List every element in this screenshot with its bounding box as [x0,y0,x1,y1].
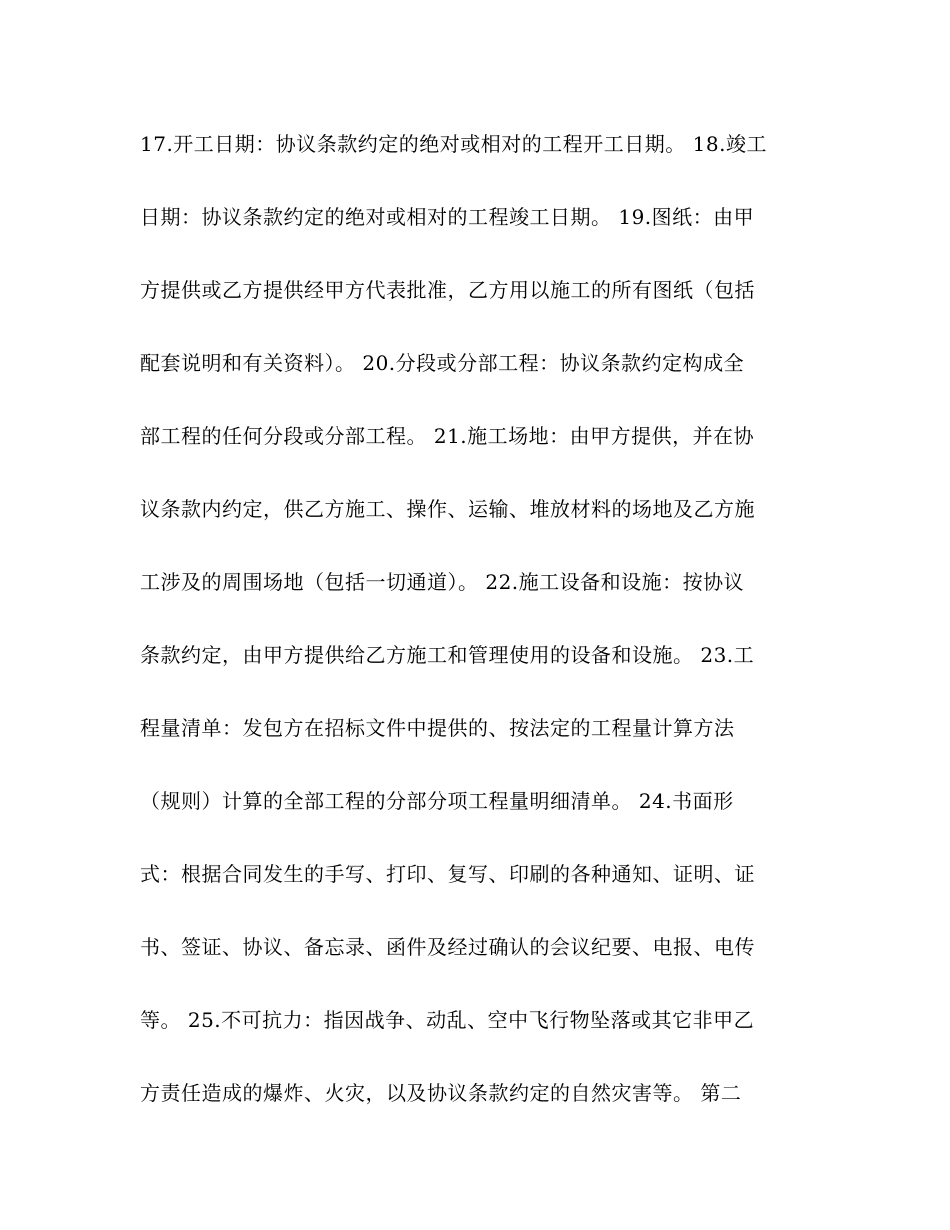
text-line: 式：根据合同发生的手写、打印、复写、印刷的各种通知、证明、证 [140,862,755,886]
text-line: 日期：协议条款约定的绝对或相对的工程竣工日期。 19.图纸：由甲 [140,205,755,229]
text-line: 条款约定，由甲方提供给乙方施工和管理使用的设备和设施。 23.工 [140,643,755,667]
text-line: 书、签证、协议、备忘录、函件及经过确认的会议纪要、电报、电传 [140,935,755,959]
text-line: 等。 25.不可抗力：指因战争、动乱、空中飞行物坠落或其它非甲乙 [140,1008,755,1032]
text-line: 方责任造成的爆炸、火灾，以及协议条款约定的自然灾害等。 第二 [140,1081,742,1105]
text-line: 程量清单：发包方在招标文件中提供的、按法定的工程量计算方法 [140,716,735,740]
text-line: 议条款内约定，供乙方施工、操作、运输、堆放材料的场地及乙方施 [140,497,755,521]
text-line: 配套说明和有关资料）。 20.分段或分部工程：协议条款约定构成全 [140,351,745,375]
text-line: 部工程的任何分段或分部工程。 21.施工场地：由甲方提供，并在协 [140,424,755,448]
text-line: 17.开工日期：协议条款约定的绝对或相对的工程开工日期。 18.竣工 [140,132,767,156]
text-line: 方提供或乙方提供经甲方代表批准，乙方用以施工的所有图纸（包括 [140,278,755,302]
body-text [140,124,810,1146]
text-line: （规则）计算的全部工程的分部分项工程量明细清单。 24.书面形 [140,789,734,813]
text-line: 工涉及的周围场地（包括一切通道）。 22.施工设备和设施：按协议 [140,570,745,594]
